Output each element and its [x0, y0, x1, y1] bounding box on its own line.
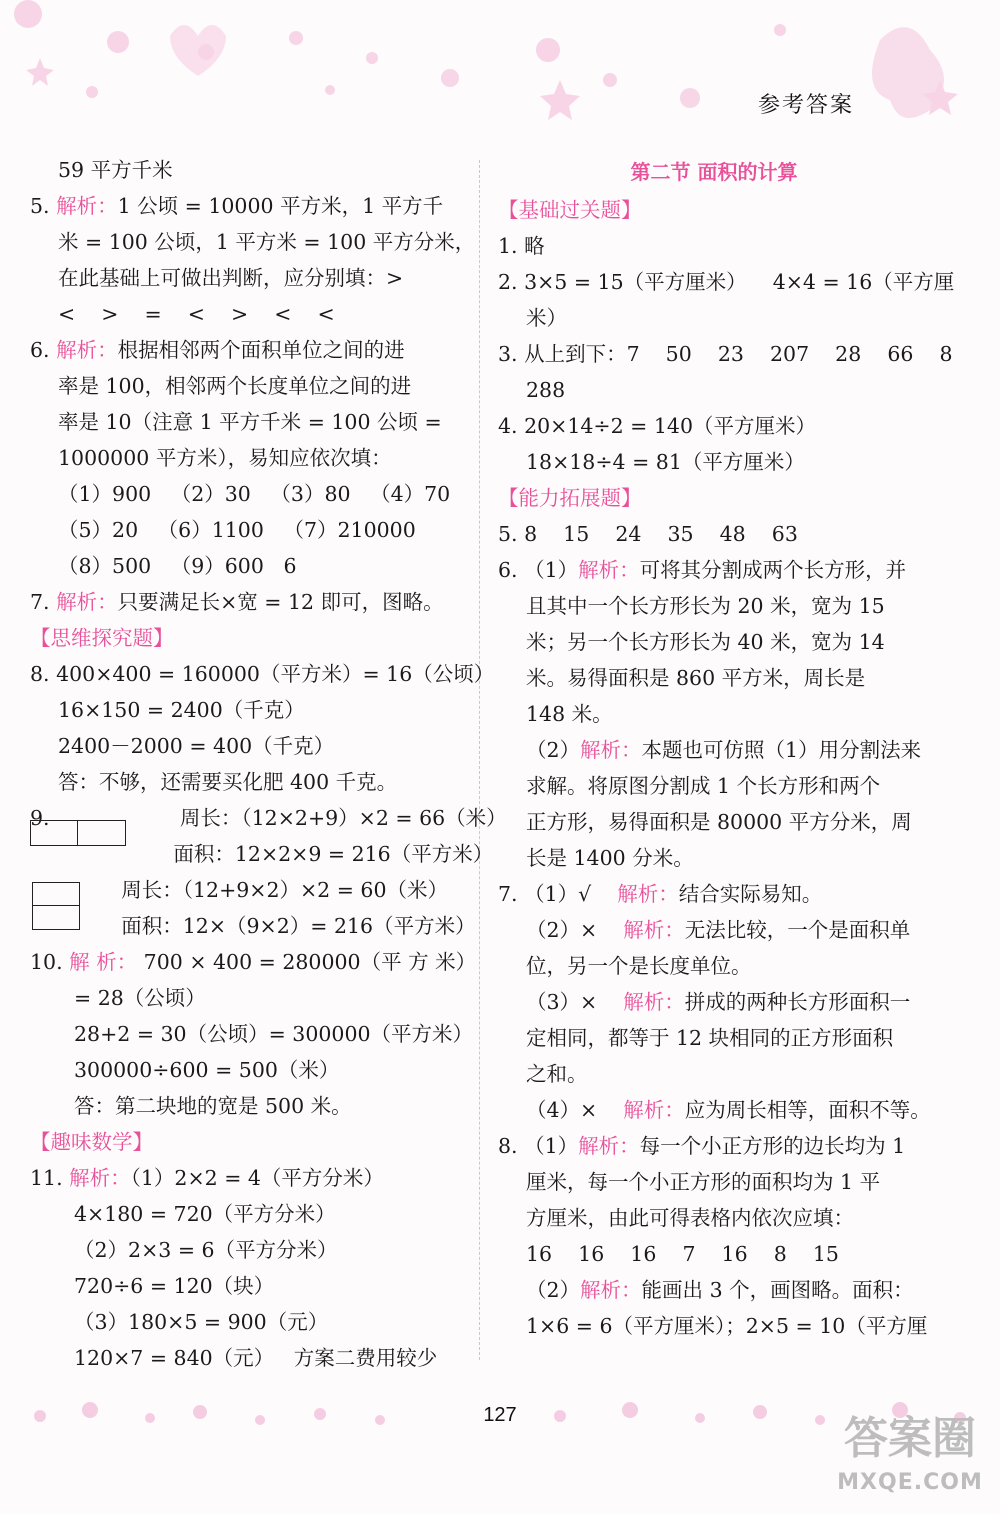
answer-line — [30, 512, 458, 548]
question-number: 8. — [30, 662, 57, 686]
answer-text: 300000÷600 = 500（米） — [74, 1058, 340, 1082]
answer-text: 从上到下：7 50 23 207 28 66 8 — [524, 342, 953, 366]
answer-line — [30, 1016, 474, 1052]
answer-line — [30, 980, 458, 1016]
answer-text: 面积：12×2×9 = 216（平方米） — [30, 842, 494, 866]
section-heading: 【能力拓展题】 — [498, 486, 642, 510]
answer-line — [30, 1088, 458, 1124]
analysis-keyword: 解析： — [56, 194, 118, 218]
answer-line — [498, 1200, 930, 1236]
answer-line — [498, 1272, 930, 1308]
question-number: 6. — [498, 558, 525, 582]
answer-line — [498, 660, 930, 696]
analysis-keyword: 解析： — [623, 990, 685, 1014]
answer-text: （2）2×3 = 6（平方分米） — [74, 1238, 338, 1262]
sub-question-label: （2） — [526, 1278, 581, 1302]
answer-text: 1000000 平方米），易知应依次填： — [58, 446, 392, 470]
answer-line — [30, 368, 458, 404]
question-number: 7. — [30, 590, 57, 614]
analysis-keyword: 解析： — [623, 918, 685, 942]
answer-text: 面积：12×（9×2）= 216（平方米） — [30, 914, 476, 938]
answer-text: （3）180×5 = 900（元） — [74, 1310, 329, 1334]
answer-line — [498, 1092, 930, 1128]
answer-line — [30, 476, 458, 512]
question-number: 11. — [30, 1166, 70, 1190]
answer-line — [498, 696, 930, 732]
page-header-title: 参考答案 — [758, 93, 855, 118]
answer-text: 厘米，每一个小正方形的面积均为 1 平 — [526, 1170, 881, 1194]
answer-line — [30, 944, 477, 980]
answer-text: 拼成的两种长方形面积一 — [684, 990, 911, 1014]
answer-line — [498, 768, 930, 804]
answer-text: 答：不够，还需要买化肥 400 千克。 — [58, 770, 398, 794]
answer-text: 700 × 400 = 280000（平 方 米） — [137, 950, 477, 974]
watermark-text: 答案圈 — [844, 1413, 976, 1464]
answer-text: 20×14÷2 = 140（平方厘米） — [524, 414, 816, 438]
answer-text: 结合实际易知。 — [678, 882, 823, 906]
rectangle-figure-1 — [30, 820, 126, 846]
answer-line — [498, 804, 930, 840]
answer-line — [498, 1308, 930, 1344]
answer-text: 2400－2000 = 400（千克） — [58, 734, 335, 758]
answer-line — [30, 188, 458, 224]
answer-line — [498, 876, 930, 912]
answer-text: 方厘米，由此可得表格内依次应填： — [526, 1206, 854, 1230]
sub-question-label: （1） — [524, 558, 579, 582]
answer-text: 8 15 24 35 48 63 — [524, 522, 798, 546]
answer-line — [30, 584, 458, 620]
answer-text: 本题也可仿照（1）用分割法来 — [641, 738, 922, 762]
answer-line — [498, 408, 930, 444]
answer-line — [498, 1020, 930, 1056]
answer-line — [498, 984, 930, 1020]
column-divider — [479, 160, 480, 1360]
answer-text: 只要满足长×宽 = 12 即可，图略。 — [117, 590, 444, 614]
question-number: 5. — [498, 522, 525, 546]
answer-line — [498, 552, 930, 588]
section-heading: 【基础过关题】 — [498, 198, 642, 222]
answer-text: < > = < > < < — [58, 302, 335, 326]
answer-text: 16 16 16 7 16 8 15 — [526, 1242, 839, 1266]
page-number: 127 — [483, 1404, 517, 1426]
answer-line — [30, 1268, 458, 1304]
answer-text: 4×180 = 720（平方分米） — [74, 1202, 336, 1226]
answer-line — [498, 300, 930, 336]
answer-line — [30, 728, 458, 764]
answer-text: 答：第二块地的宽是 500 米。 — [74, 1094, 352, 1118]
answer-line — [498, 264, 955, 300]
answer-line — [498, 1128, 930, 1164]
answer-line — [30, 296, 458, 332]
right-column — [498, 152, 955, 1344]
section-heading: 【思维探究题】 — [30, 626, 174, 650]
analysis-keyword: 解析： — [56, 338, 118, 362]
answer-line — [30, 548, 458, 584]
answer-line — [498, 1164, 930, 1200]
question-number: 5. — [30, 194, 57, 218]
answer-text: 位，另一个是长度单位。 — [526, 954, 752, 978]
answer-text: 在此基础上可做出判断，应分别填：> — [58, 266, 404, 290]
sub-question-label: （2）× — [526, 918, 624, 942]
answer-line — [30, 1340, 458, 1376]
watermark-url: MXQE.COM — [837, 1470, 983, 1495]
answer-text: 略 — [524, 234, 545, 258]
answer-text: 400×400 = 160000（平方米）= 16（公顷） — [56, 662, 495, 686]
answer-line — [30, 872, 458, 908]
question-number: 10. — [30, 950, 70, 974]
answer-text: 周长：（12×2+9）×2 = 66（米） — [49, 806, 507, 830]
answer-text: 59 平方千米 — [58, 158, 173, 182]
answer-text: 根据相邻两个面积单位之间的进 — [117, 338, 405, 362]
answer-text: （1）900 （2）30 （3）80 （4）70 — [58, 482, 451, 506]
answer-line — [30, 1232, 458, 1268]
answer-line — [30, 1160, 458, 1196]
answer-text: 1 公顷 = 10000 平方米，1 平方千 — [117, 194, 444, 218]
question-number: 8. — [498, 1134, 525, 1158]
answer-text: 3×5 = 15（平方厘米） 4×4 = 16（平方厘 — [524, 270, 955, 294]
answer-text: 长是 1400 分米。 — [526, 846, 694, 870]
analysis-keyword: 解析： — [580, 738, 642, 762]
answer-line — [498, 1236, 930, 1272]
analysis-keyword: 解 析： — [69, 950, 138, 974]
answer-line — [30, 260, 458, 296]
analysis-keyword: 解析： — [578, 1134, 640, 1158]
chapter-section-title: 第二节 面积的计算 — [630, 160, 798, 184]
question-number: 6. — [30, 338, 57, 362]
answer-line — [498, 444, 930, 480]
answer-text: 120×7 = 840（元） 方案二费用较少 — [74, 1346, 438, 1370]
answer-line — [498, 840, 930, 876]
answer-text: 求解。将原图分割成 1 个长方形和两个 — [526, 774, 881, 798]
answer-text: （8）500 （9）600 6 — [58, 554, 297, 578]
answer-line — [30, 1052, 458, 1088]
answer-text: 16×150 = 2400（千克） — [58, 698, 305, 722]
analysis-keyword: 解析： — [69, 1166, 131, 1190]
answer-text: 周长：（12+9×2）×2 = 60（米） — [30, 878, 449, 902]
answer-text: 率是 10（注意 1 平方千米 = 100 公顷 = — [58, 410, 442, 434]
sub-question-label: （1）√ — [524, 882, 618, 906]
question-number: 7. — [498, 882, 525, 906]
answer-text: 288 — [526, 378, 566, 402]
answer-text: 148 米。 — [526, 702, 613, 726]
answer-text: 米；另一个长方形长为 40 米，宽为 14 — [526, 630, 885, 654]
answer-line — [498, 372, 930, 408]
answer-line — [498, 912, 930, 948]
answer-text: 18×18÷4 = 81（平方厘米） — [526, 450, 805, 474]
answer-text: = 28（公顷） — [74, 986, 206, 1010]
answer-text: 之和。 — [526, 1062, 588, 1086]
sub-question-label: （2） — [526, 738, 581, 762]
answer-line — [30, 440, 458, 476]
sub-question-label: （4）× — [526, 1098, 624, 1122]
analysis-keyword: 解析： — [617, 882, 679, 906]
analysis-keyword: 解析： — [578, 558, 640, 582]
sub-question-label: （1） — [524, 1134, 579, 1158]
analysis-keyword: 解析： — [580, 1278, 642, 1302]
answer-text: 720÷6 = 120（块） — [74, 1274, 275, 1298]
answer-line — [30, 692, 458, 728]
question-number: 3. — [498, 342, 525, 366]
answer-text: 1×6 = 6（平方厘米）；2×5 = 10（平方厘 — [526, 1314, 928, 1338]
answer-line — [498, 516, 930, 552]
answer-line — [30, 1196, 458, 1232]
answer-text: 可将其分割成两个长方形，并 — [639, 558, 907, 582]
answer-text: 且其中一个长方形长为 20 米，宽为 15 — [526, 594, 885, 618]
analysis-keyword: 解析： — [623, 1098, 685, 1122]
watermark-logo — [830, 1410, 990, 1510]
answer-line — [30, 404, 458, 440]
sub-question-label: （3）× — [526, 990, 624, 1014]
question-number: 9. — [30, 806, 50, 830]
question-number: 4. — [498, 414, 525, 438]
answer-text: 无法比较，一个是面积单 — [684, 918, 911, 942]
answer-line — [498, 228, 930, 264]
answer-line — [498, 948, 930, 984]
answer-line — [30, 1304, 458, 1340]
answer-line — [498, 336, 953, 372]
answer-line — [30, 764, 458, 800]
answer-line — [30, 152, 458, 188]
answer-line — [498, 624, 930, 660]
answer-line — [498, 732, 930, 768]
answer-text: 定相同，都等于 12 块相同的正方形面积 — [526, 1026, 894, 1050]
answer-text: 米） — [526, 306, 567, 330]
answer-text: 率是 100，相邻两个长度单位之间的进 — [58, 374, 412, 398]
answer-line — [30, 656, 495, 692]
answer-text: 米 = 100 公顷，1 平方米 = 100 平方分米， — [58, 230, 476, 254]
answer-text: （5）20 （6）1100 （7）210000 — [58, 518, 416, 542]
question-number: 1. — [498, 234, 525, 258]
answer-text: 米。易得面积是 860 平方米，周长是 — [526, 666, 866, 690]
answer-line — [30, 224, 476, 260]
section-heading: 【趣味数学】 — [30, 1130, 153, 1154]
answer-line — [498, 588, 930, 624]
answer-text: 正方形，易得面积是 80000 平方分米，周 — [526, 810, 912, 834]
rectangle-figure-2 — [32, 882, 80, 930]
answer-line — [30, 908, 476, 944]
answer-line — [498, 1056, 930, 1092]
analysis-keyword: 解析： — [56, 590, 118, 614]
answer-text: 每一个小正方形的边长均为 1 — [639, 1134, 906, 1158]
answer-text: 28+2 = 30（公顷）= 300000（平方米） — [74, 1022, 474, 1046]
left-column — [30, 152, 507, 1376]
answer-text: （1）2×2 = 4（平方分米） — [130, 1166, 384, 1190]
answer-line — [30, 332, 458, 368]
answer-text: 能画出 3 个，画图略。面积： — [641, 1278, 914, 1302]
question-number: 2. — [498, 270, 525, 294]
answer-text: 应为周长相等，面积不等。 — [684, 1098, 931, 1122]
